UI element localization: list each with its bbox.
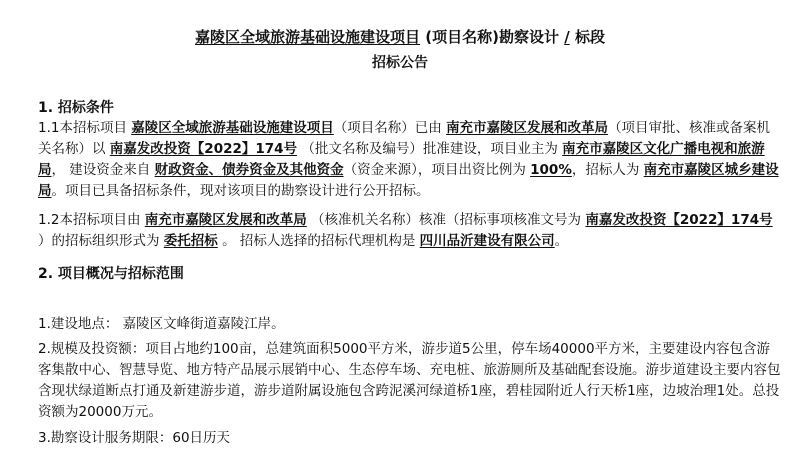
approval-authority-value: 南充市嘉陵区发展和改革局 bbox=[446, 120, 609, 136]
text-span: 。 bbox=[554, 233, 569, 249]
title-project-name: 嘉陵区全域旅游基础设施建设项目 bbox=[195, 28, 421, 46]
text-span: 。项目已具备招标条件，现对该项目的勘察设计进行公开招标。 bbox=[51, 183, 430, 199]
text-span: （资金来源），项目出资比例为 bbox=[343, 162, 531, 178]
section1-paragraph-1 bbox=[38, 118, 783, 202]
text-span: 1.2本招标项目由 bbox=[38, 212, 145, 228]
funding-ratio-value: 100% bbox=[530, 162, 572, 178]
tenderer-value: 南充市嘉陵区城乡建设局 bbox=[38, 162, 779, 199]
tender-form-value: 委托招标 bbox=[163, 233, 218, 249]
text-span: 。 招标人选择的招标代理机构是 bbox=[217, 233, 420, 249]
section2-scale: 2.规模及投资额：项目占地约100亩，总建筑面积5000平方米，游步道5公里，停车场40000平方米，主要建设内容包含游客集散中心、智慧导览、地方特产品展示展销中心、生态停车场、充电桩、旅游厕所及基础配套设施。游步道建设主要内容包含现状绿道断点打通及新建游步道，游步道附属设施包含跨泥溪河绿道桥1座，碧桂园附近人行天桥1座，边坡治理1处。总投资额为20000万元。 bbox=[38, 341, 781, 420]
text-span: ， 建设资金来自 bbox=[51, 162, 155, 178]
section2-heading: 2. 项目概况与招标范围 bbox=[38, 266, 184, 282]
title-suffix: (项目名称)勘察设计 bbox=[425, 28, 559, 46]
title-section-label: 标段 bbox=[574, 28, 605, 46]
funding-source-value: 财政资金、债券资金及其他资金 bbox=[154, 162, 344, 178]
text-span: （项目名称）已由 bbox=[333, 120, 447, 136]
text-span: ，招标人为 bbox=[571, 162, 644, 178]
section2-period: 3.勘察设计服务期限：60日历天 bbox=[38, 430, 231, 446]
section1-heading: 1. 招标条件 bbox=[38, 100, 114, 116]
text-span: （项目审批、核准或备案机关名称）以 bbox=[38, 120, 771, 157]
project-name-value: 嘉陵区全域旅游基础设施建设项目 bbox=[131, 120, 334, 136]
document-title bbox=[0, 26, 800, 47]
section1-paragraph-2 bbox=[38, 210, 783, 252]
project-owner-value: 南充市嘉陵区文化广播电视和旅游局 bbox=[38, 141, 765, 178]
text-span: （批文名称及编号）批准建设，项目业主为 bbox=[297, 141, 563, 157]
title-section-mark: / bbox=[564, 28, 570, 46]
section2-location: 1.建设地点： 嘉陵区文峰街道嘉陵江岸。 bbox=[38, 316, 285, 332]
tender-agency-value: 四川品沂建设有限公司 bbox=[419, 233, 555, 249]
text-span: ）的招标组织形式为 bbox=[38, 233, 164, 249]
text-span: 1.1本招标项目 bbox=[38, 120, 132, 136]
approval-authority-value: 南充市嘉陵区发展和改革局 bbox=[144, 212, 307, 228]
approval-document-value: 南嘉发改投资【2022】174号 bbox=[109, 141, 298, 157]
document-subtitle: 招标公告 bbox=[372, 55, 428, 71]
approval-number-value: 南嘉发改投资【2022】174号 bbox=[585, 212, 773, 228]
text-span: （核准机关名称）核准（招标事项核准文号为 bbox=[306, 212, 586, 228]
